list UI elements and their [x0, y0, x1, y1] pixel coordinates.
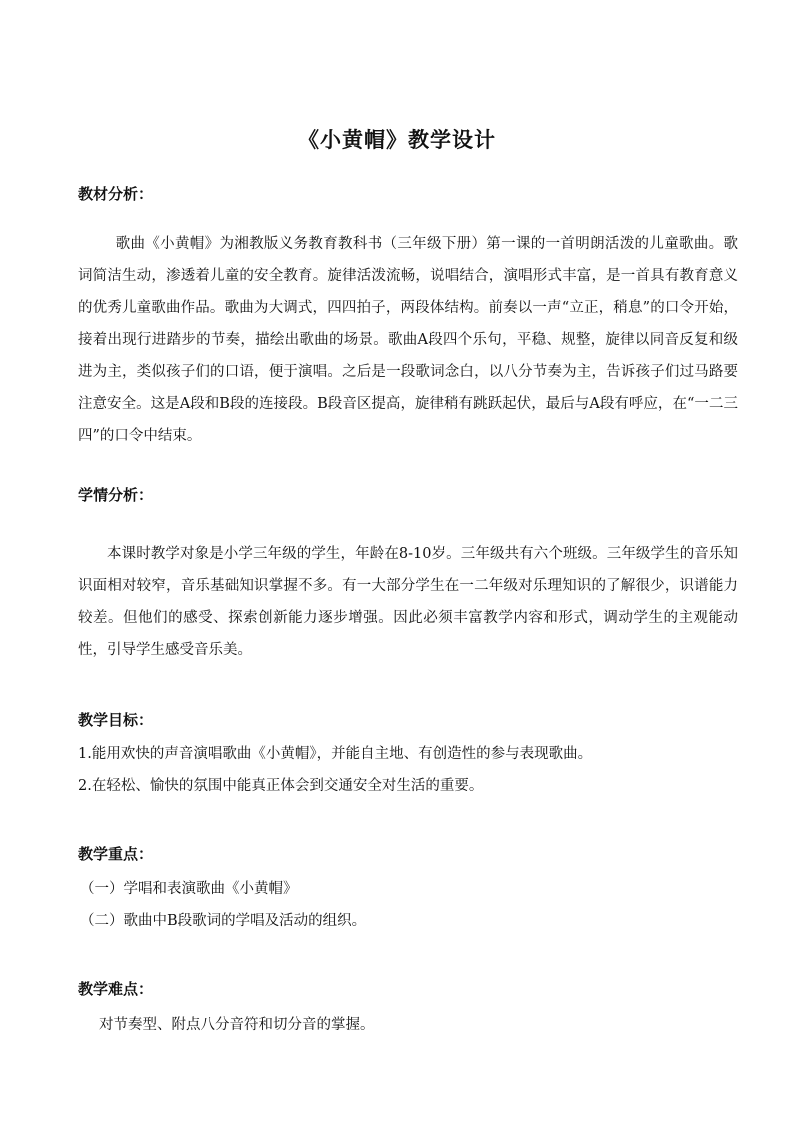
section-paragraph-material: 歌曲《小黄帽》为湘教版义务教育教科书（三年级下册）第一课的一首明朗活泼的儿童歌曲。歌词简洁生动，渗透着儿童的安全教育。旋律活泼流畅，说唱结合，演唱形式丰富，是一首具有教育意义的优秀儿童歌曲作品。歌曲为大调式，四四拍子，两段体结构。前奏以一声“立正，稍息”的口令开始，接着出现行进踏步的节奏，描绘出歌曲的场景。歌曲A段四个乐句，平稳、规整，旋律以同音反复和级进为主，类似孩子们的口语，便于演唱。之后是一段歌词念白，以八分节奏为主，告诉孩子们过马路要注意安全。这是A段和B段的连接段。B段音区提高，旋律稍有跳跃起伏，最后与A段有呼应，在“一二三四”的口令中结束。	[78, 236, 738, 444]
difficulties-text: 对节奏型、附点八分音符和切分音的掌握。	[99, 1017, 375, 1033]
section-heading-students: 学情分析：	[78, 486, 154, 504]
section-heading-key-points: 教学重点：	[78, 845, 154, 863]
key-point-item-2: （二）歌曲中B段歌词的学唱及活动的组织。	[80, 913, 367, 929]
section-paragraph-students: 本课时教学对象是小学三年级的学生，年龄在8-10岁。三年级共有六个班级。三年级学生的音乐知识面相对较窄，音乐基础知识掌握不多。有一大部分学生在一二年级对乐理知识的了解很少，识谱能力较差。但他们的感受、探索创新能力逐步增强。因此必须丰富教学内容和形式，调动学生的主观能动性，引导学生感受音乐美。	[78, 546, 738, 658]
section-heading-material: 教材分析：	[78, 185, 154, 203]
goal-item-1: 1.能用欢快的声音演唱歌曲《小黄帽》，并能自主地、有创造性的参与表现歌曲。	[78, 746, 593, 762]
key-point-item-1: （一）学唱和表演歌曲《小黄帽》	[80, 881, 298, 897]
goal-item-2: 2.在轻松、愉快的氛围中能真正体会到交通安全对生活的重要。	[78, 778, 484, 794]
document-title: 《小黄帽》教学设计	[298, 127, 496, 152]
section-heading-difficulties: 教学难点：	[78, 980, 154, 998]
section-heading-goals: 教学目标：	[78, 711, 154, 729]
